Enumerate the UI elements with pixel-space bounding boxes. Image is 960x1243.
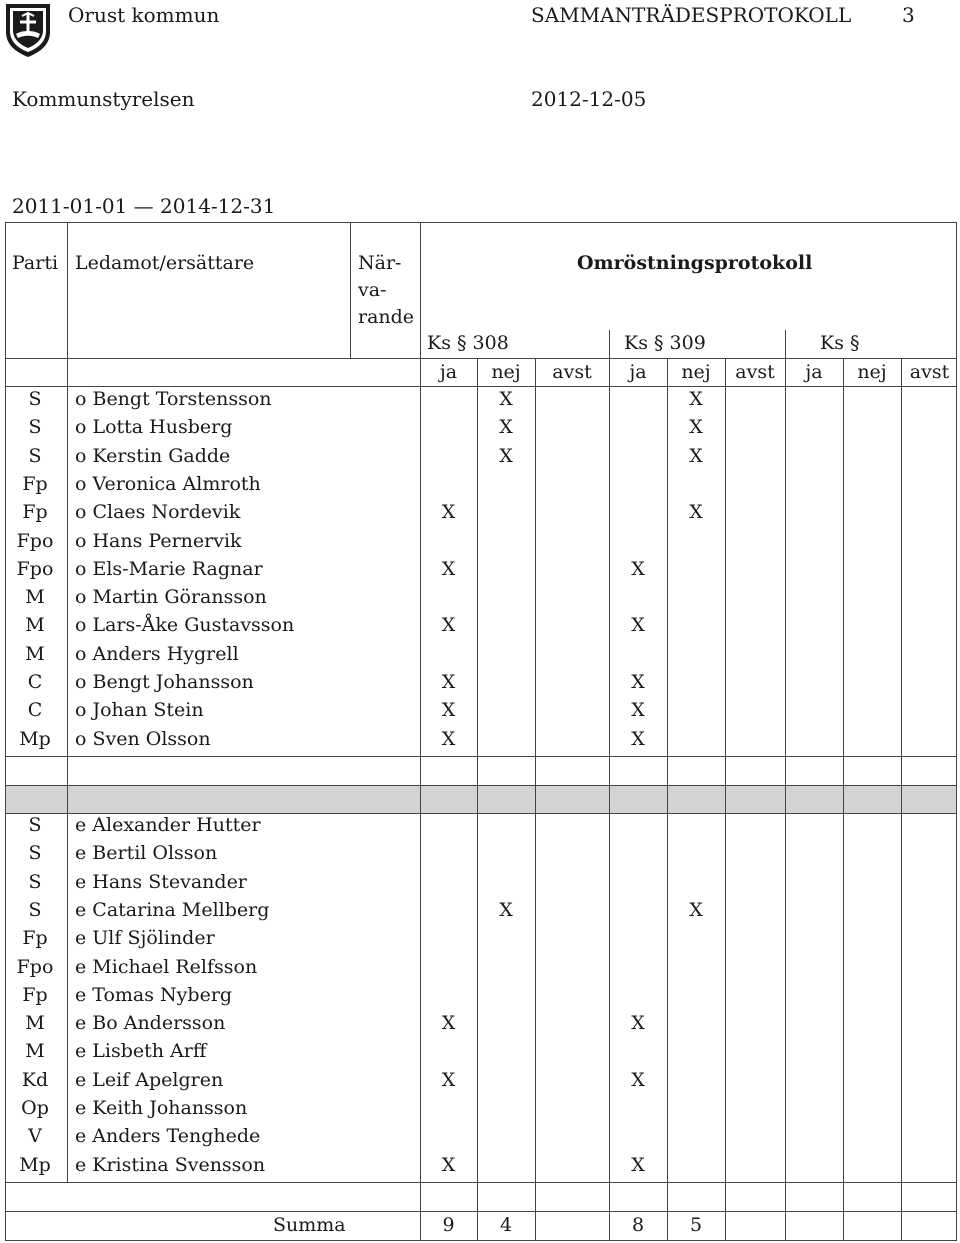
row-party: C — [27, 699, 43, 722]
row-member-name: e Anders Tenghede — [75, 1125, 261, 1148]
row-member-name: e Alexander Hutter — [75, 814, 261, 836]
row-party: Fpo — [16, 955, 54, 978]
column-header-member: Ledamot/ersättare — [75, 252, 255, 274]
column-header-present-line2: va- — [358, 279, 387, 301]
board-name: Kommunstyrelsen — [12, 87, 195, 111]
grid-vline — [785, 330, 786, 358]
grid-vline — [725, 358, 726, 1240]
row-member-name: e Tomas Nyberg — [75, 983, 233, 1006]
vote-mark: X — [631, 557, 645, 580]
vote-mark: X — [631, 1068, 645, 1091]
vote-subheader-avst: avst — [909, 361, 950, 383]
row-member-name: o Anders Hygrell — [75, 642, 239, 665]
meeting-date: 2012-12-05 — [531, 87, 647, 111]
vote-subheader-avst: avst — [552, 361, 592, 383]
vote-mark: X — [441, 557, 456, 580]
row-member-name: o Hans Pernervik — [75, 529, 242, 552]
row-party: M — [25, 614, 45, 637]
grid-vline — [609, 358, 610, 1240]
vote-mark: X — [441, 614, 456, 637]
row-member-name: o Sven Olsson — [75, 727, 211, 750]
grid-vline — [477, 358, 478, 1240]
grid-hline — [5, 1240, 957, 1241]
grid-vline — [5, 222, 6, 1240]
grid-hline — [5, 1211, 957, 1212]
row-party: C — [27, 671, 43, 693]
row-party: S — [28, 388, 42, 410]
row-member-name: e Keith Johansson — [75, 1097, 248, 1119]
row-party: Fpo — [16, 557, 54, 580]
vote-protocol-title: Omröstningsprotokoll — [577, 252, 813, 274]
row-party: S — [28, 842, 42, 865]
grid-vline — [901, 358, 902, 1240]
vote-mark: X — [441, 1153, 456, 1176]
row-member-name: o Lotta Husberg — [75, 416, 233, 439]
row-party: Fp — [22, 983, 48, 1006]
grid-hline — [5, 386, 957, 387]
row-member-name: o Kerstin Gadde — [75, 444, 231, 467]
mandate-period: 2011-01-01 — 2014-12-31 — [12, 194, 276, 218]
row-party: M — [25, 1012, 45, 1035]
vote-mark: X — [441, 1012, 456, 1035]
vote-mark: X — [499, 416, 513, 439]
grid-vline — [843, 358, 844, 1240]
vote-sum: 9 — [442, 1214, 455, 1236]
row-member-name: e Kristina Svensson — [75, 1153, 266, 1176]
row-party: S — [28, 444, 42, 467]
row-party: M — [25, 642, 45, 665]
row-party: S — [28, 870, 42, 893]
grid-vline — [609, 330, 610, 358]
vote-subheader-ja: ja — [805, 361, 823, 383]
row-party: Op — [21, 1097, 49, 1119]
vote-mark: X — [499, 388, 513, 410]
vote-mark: X — [631, 1012, 645, 1035]
vote-mark: X — [499, 898, 513, 921]
grid-vline — [350, 222, 351, 358]
row-member-name: e Bertil Olsson — [75, 842, 218, 865]
row-party: Fp — [22, 927, 48, 950]
row-party: S — [28, 416, 42, 439]
vote-subheader-ja: ja — [439, 361, 458, 383]
grid-hline — [5, 222, 957, 223]
vote-subheader-nej: nej — [491, 361, 521, 383]
grid-vline — [667, 358, 668, 1240]
vote-subheader-nej: nej — [681, 361, 711, 383]
vote-mark: X — [441, 727, 456, 750]
grid-hline — [5, 358, 957, 359]
grid-vline — [785, 358, 786, 1240]
section-separator-band — [5, 785, 957, 813]
row-member-name: o Bengt Torstensson — [75, 388, 272, 410]
vote-mark: X — [689, 388, 703, 410]
vote-mark: X — [689, 444, 703, 467]
vote-sum: 5 — [689, 1214, 703, 1236]
row-member-name: o Els-Marie Ragnar — [75, 557, 263, 580]
vote-mark: X — [689, 501, 703, 524]
vote-mark: X — [631, 699, 645, 722]
row-member-name: o Claes Nordevik — [75, 501, 241, 524]
vote-mark: X — [631, 614, 645, 637]
row-party: Fpo — [16, 529, 54, 552]
sum-label: Summa — [273, 1214, 346, 1236]
vote-mark: X — [631, 727, 645, 750]
grid-vline — [67, 222, 68, 1182]
row-party: Mp — [19, 727, 51, 750]
row-party: Mp — [19, 1153, 51, 1176]
vote-mark: X — [689, 898, 703, 921]
column-header-present-line3: rande — [358, 306, 415, 328]
vote-subheader-nej: nej — [857, 361, 887, 383]
case-label-308: Ks § 308 — [427, 332, 509, 354]
case-label-empty: Ks § — [820, 332, 860, 354]
row-member-name: e Bo Andersson — [75, 1012, 226, 1035]
vote-subheader-ja: ja — [629, 361, 647, 383]
grid-hline — [5, 813, 957, 814]
grid-vline — [420, 222, 421, 1240]
row-member-name: o Lars-Åke Gustavsson — [75, 614, 295, 637]
row-member-name: e Catarina Mellberg — [75, 898, 270, 921]
vote-mark: X — [631, 1153, 645, 1176]
vote-subheader-avst: avst — [735, 361, 775, 383]
row-member-name: o Bengt Johansson — [75, 671, 254, 693]
document-type: SAMMANTRÄDESPROTOKOLL — [531, 3, 852, 27]
case-label-309: Ks § 309 — [624, 332, 706, 354]
vote-mark: X — [441, 699, 456, 722]
vote-mark: X — [499, 444, 513, 467]
row-member-name: o Martin Göransson — [75, 586, 267, 609]
row-member-name: e Michael Relfsson — [75, 955, 258, 978]
grid-vline — [956, 222, 957, 1240]
row-member-name: o Johan Stein — [75, 699, 204, 722]
row-party: S — [28, 898, 42, 921]
column-header-present-line1: När- — [358, 252, 402, 274]
vote-sum: 4 — [499, 1214, 513, 1236]
grid-vline — [535, 358, 536, 1240]
row-party: Kd — [21, 1068, 49, 1091]
vote-sum: 8 — [631, 1214, 645, 1236]
row-member-name: e Leif Apelgren — [75, 1068, 224, 1091]
row-member-name: e Ulf Sjölinder — [75, 927, 215, 950]
grid-hline — [5, 1182, 957, 1183]
row-party: M — [25, 586, 45, 609]
row-party: V — [28, 1125, 42, 1148]
vote-mark: X — [441, 671, 456, 693]
municipality-name: Orust kommun — [68, 3, 220, 27]
row-party: S — [28, 814, 42, 836]
page-number: 3 — [902, 3, 915, 27]
column-header-party: Parti — [12, 252, 59, 274]
row-member-name: e Lisbeth Arff — [75, 1040, 207, 1063]
vote-mark: X — [689, 416, 703, 439]
vote-mark: X — [441, 1068, 456, 1091]
row-member-name: e Hans Stevander — [75, 870, 247, 893]
row-party: Fp — [22, 472, 48, 495]
vote-mark: X — [631, 671, 645, 693]
vote-mark: X — [441, 501, 456, 524]
row-party: M — [25, 1040, 45, 1063]
grid-hline — [5, 785, 957, 786]
row-member-name: o Veronica Almroth — [75, 472, 261, 495]
grid-hline — [5, 756, 957, 757]
row-party: Fp — [22, 501, 48, 524]
